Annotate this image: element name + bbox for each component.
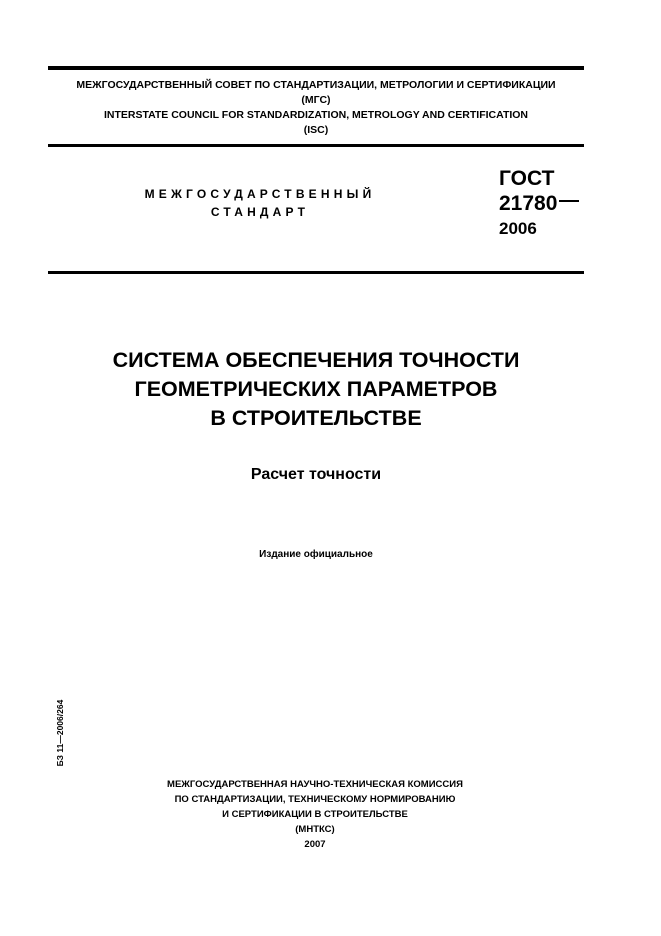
document-title <box>48 346 584 433</box>
publisher-line-2: ПО СТАНДАРТИЗАЦИИ, ТЕХНИЧЕСКОМУ НОРМИРОВАНИЮ <box>174 794 456 805</box>
council-abbr-en: (ISC) <box>303 124 329 136</box>
title-line-3: В СТРОИТЕЛЬСТВЕ <box>210 406 422 430</box>
title-line-1: СИСТЕМА ОБЕСПЕЧЕНИЯ ТОЧНОСТИ <box>112 348 520 372</box>
publication-year: 2007 <box>304 839 326 850</box>
side-code-text: БЗ 11—2006/264 <box>55 699 65 767</box>
standard-kind-line2: СТАНДАРТ <box>210 205 310 219</box>
gost-number-row <box>499 191 579 216</box>
gost-dash <box>559 200 579 202</box>
publisher-line-3: И СЕРТИФИКАЦИИ В СТРОИТЕЛЬСТВЕ <box>222 809 408 820</box>
gost-designation <box>499 166 579 242</box>
council-header <box>48 78 584 138</box>
document-subtitle: Расчет точности <box>250 466 382 483</box>
council-rule <box>48 144 584 147</box>
publisher-block <box>100 777 530 852</box>
publisher-abbr: (МНТКС) <box>295 824 335 835</box>
gost-number: 21780 <box>499 192 558 215</box>
top-rule <box>48 66 584 70</box>
title-line-2: ГЕОМЕТРИЧЕСКИХ ПАРАМЕТРОВ <box>134 377 498 401</box>
standard-kind <box>120 185 400 221</box>
standard-kind-line1: МЕЖГОСУДАРСТВЕННЫЙ <box>144 187 376 201</box>
council-name-en: INTERSTATE COUNCIL FOR STANDARDIZATION, METROLOGY AND CERTIFICATION <box>103 109 529 121</box>
gost-year: 2006 <box>499 219 537 238</box>
gost-prefix: ГОСТ <box>499 167 555 190</box>
council-abbr-ru: (МГС) <box>301 94 331 106</box>
edition-note: Издание официальное <box>259 549 373 560</box>
publisher-line-1: МЕЖГОСУДАРСТВЕННАЯ НАУЧНО-ТЕХНИЧЕСКАЯ КОМИССИЯ <box>167 779 463 790</box>
designation-rule <box>48 271 584 274</box>
council-name-ru: МЕЖГОСУДАРСТВЕННЫЙ СОВЕТ ПО СТАНДАРТИЗАЦИИ, МЕТРОЛОГИИ И СЕРТИФИКАЦИИ <box>76 79 556 91</box>
